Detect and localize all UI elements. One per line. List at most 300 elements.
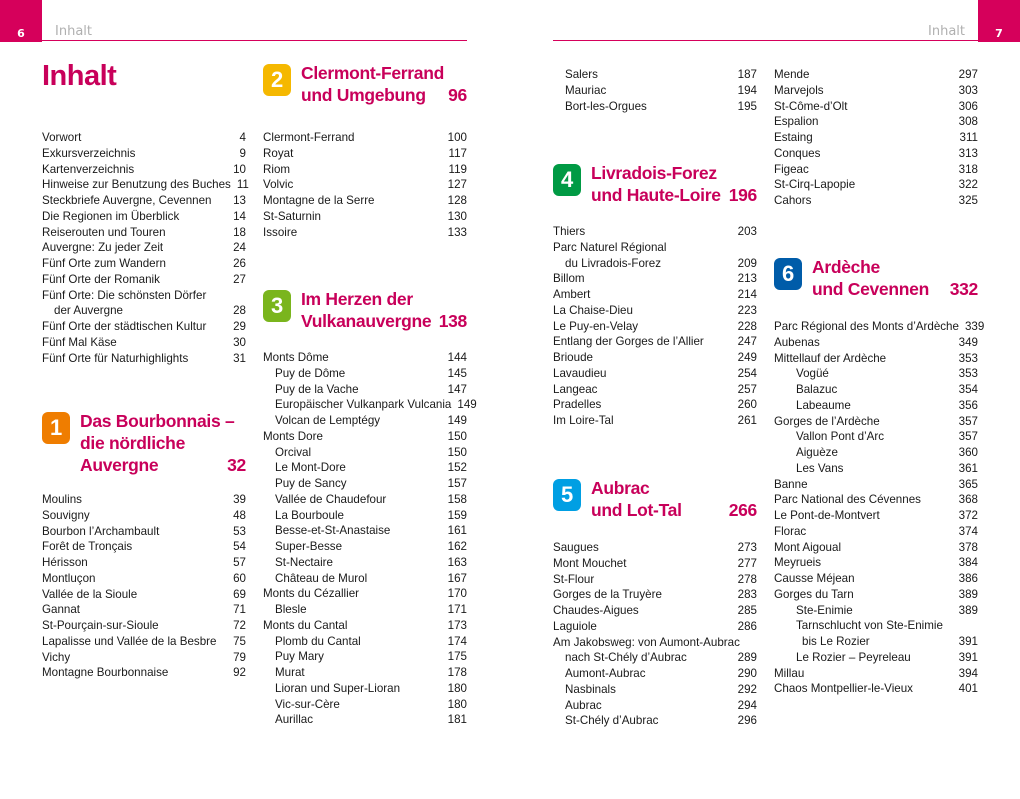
toc-entry-title: Banne (774, 477, 808, 491)
toc-entry-page: 161 (447, 524, 467, 538)
toc-entry-page: 127 (447, 178, 467, 192)
toc-entry (263, 665, 467, 681)
toc-entry-title: St-Pourçain-sur-Sioule (42, 619, 159, 632)
left-page-number: 6 (17, 27, 25, 40)
toc-entry-title: Fünf Orte: Die schönsten Dörfer (42, 288, 207, 302)
toc-entry-page: 75 (233, 634, 246, 648)
toc-entry-page: 180 (447, 697, 467, 711)
toc-entry (42, 225, 246, 241)
toc-entry-page: 203 (737, 225, 757, 238)
toc-entry-title: Aurillac (275, 713, 314, 727)
toc-entry-title: Issoire (263, 225, 298, 239)
toc-entry-page: 277 (737, 556, 757, 570)
toc-entry-page: 69 (233, 587, 246, 601)
section-5-list (553, 540, 757, 729)
toc-entry-title: Reiserouten und Touren (42, 225, 166, 239)
toc-entry-page: 71 (233, 603, 246, 617)
toc-entry (553, 413, 757, 429)
toc-entry-title: Clermont-Ferrand (263, 131, 355, 144)
toc-entry-page: 286 (737, 619, 757, 633)
toc-entry-title: Montagne de la Serre (263, 194, 375, 207)
toc-entry (42, 508, 246, 524)
toc-entry-page: 170 (447, 587, 467, 601)
toc-entry-page: 213 (737, 272, 757, 286)
toc-entry (263, 146, 467, 162)
toc-entry-page: 360 (958, 446, 978, 459)
left-page-number-tab (0, 0, 42, 42)
section-number-badge: 5 (553, 479, 581, 511)
toc-entry (553, 619, 757, 635)
section-4-heading (553, 162, 757, 208)
toc-entry-title: Aumont-Aubrac (565, 667, 646, 680)
toc-entry-title: Fünf Orte für Naturhighlights (42, 351, 189, 365)
toc-entry-title: Monts du Cézallier (263, 587, 360, 601)
toc-entry-page: 325 (958, 194, 978, 207)
toc-entry-page: 167 (447, 571, 467, 585)
toc-entry-page: 249 (737, 351, 757, 364)
toc-entry-page: 187 (737, 68, 757, 81)
toc-entry-title: Die Regionen im Überblick (42, 209, 180, 223)
toc-entry-page: 260 (737, 398, 757, 412)
toc-entry-page: 178 (447, 666, 467, 679)
toc-entry-title: Estaing (774, 131, 813, 144)
toc-entry-title: St-Chély d’Aubrac (565, 714, 659, 728)
toc-entry (774, 445, 978, 461)
toc-entry (42, 634, 246, 650)
toc-entry-title: Bourbon l’Archambault (42, 524, 160, 538)
section-number-badge: 2 (263, 64, 291, 96)
toc-entry-title: Mauriac (565, 83, 607, 97)
toc-entry (553, 650, 757, 666)
toc-entry-page: 180 (447, 681, 467, 695)
toc-entry-title: Brioude (553, 351, 593, 364)
toc-entry (263, 413, 467, 429)
toc-entry-title: bis Le Rozier (802, 635, 870, 648)
toc-entry-title: Vallée de la Sioule (42, 587, 138, 601)
toc-entry (774, 99, 978, 115)
toc-entry (553, 397, 757, 413)
section-page-number: 138 (438, 311, 467, 331)
toc-entry (774, 114, 978, 130)
toc-entry-page: 322 (958, 178, 978, 192)
toc-entry-title: Exkursverzeichnis (42, 146, 136, 160)
toc-entry-title: Aiguèze (796, 446, 838, 459)
toc-entry-title: Monts Dôme (263, 351, 329, 364)
toc-entry-title: Monts du Cantal (263, 618, 348, 632)
toc-entry (774, 618, 978, 634)
toc-entry-page: 401 (958, 682, 978, 696)
right-header-rule (553, 40, 978, 41)
toc-entry-title: Figeac (774, 162, 809, 176)
toc-entry-title: Parc Régional des Monts d’Ardèche (774, 320, 959, 333)
section-number-badge: 1 (42, 412, 70, 444)
section-title-line: Vulkanauvergne (301, 311, 432, 331)
toc-entry-page: 290 (737, 667, 757, 680)
toc-entry-title: Puy de Sancy (275, 477, 347, 490)
toc-entry-page: 48 (233, 508, 246, 522)
toc-entry (263, 350, 467, 366)
toc-entry (263, 712, 467, 728)
toc-entry-title: der Auvergne (54, 304, 123, 318)
toc-entry (774, 603, 978, 619)
toc-entry (42, 571, 246, 587)
toc-entry (263, 571, 467, 587)
toc-entry-page: 39 (233, 493, 246, 506)
toc-entry-title: St-Flour (553, 572, 595, 586)
toc-entry-title: Cahors (774, 194, 812, 207)
section-title (591, 162, 721, 206)
toc-entry (263, 366, 467, 382)
toc-entry-title: Causse Méjean (774, 572, 855, 585)
toc-entry-page: 60 (233, 571, 246, 585)
toc-entry-title: Marvejols (774, 83, 824, 97)
toc-entry-title: Moulins (42, 493, 82, 506)
toc-entry (553, 540, 757, 556)
toc-entry-page: 303 (958, 83, 978, 97)
toc-entry (553, 682, 757, 698)
left-running-header: Inhalt (55, 24, 92, 39)
toc-entry (553, 366, 757, 382)
toc-entry (42, 335, 246, 351)
toc-entry-page (751, 635, 757, 651)
toc-entry-page: 11 (236, 178, 249, 192)
toc-entry-title: Volvic (263, 178, 294, 192)
toc-entry-title: Puy de la Vache (275, 382, 359, 396)
section-title (301, 288, 431, 332)
toc-entry-title: Labeaume (796, 398, 851, 412)
toc-entry (42, 303, 246, 319)
toc-entry (774, 366, 978, 382)
toc-entry-page: 28 (233, 304, 246, 318)
toc-entry (263, 445, 467, 461)
section-title-line: und Umgebung (301, 85, 426, 105)
toc-entry-title: Auvergne: Zu jeder Zeit (42, 241, 164, 255)
toc-entry (553, 572, 757, 588)
toc-entry (42, 319, 246, 335)
toc-entry-page: 149 (447, 414, 467, 427)
toc-entry (774, 162, 978, 178)
toc-entry-page: 128 (447, 194, 467, 207)
toc-entry (774, 508, 978, 524)
toc-entry (42, 162, 246, 178)
toc-entry-title: Puy de Dôme (275, 366, 346, 380)
toc-entry-page: 372 (958, 509, 978, 522)
toc-entry-title: du Livradois-Forez (565, 256, 662, 270)
toc-entry-page: 349 (958, 335, 978, 349)
section-number-badge: 4 (553, 164, 581, 196)
section-6-heading (774, 256, 978, 302)
toc-entry-title: St-Saturnin (263, 209, 321, 223)
toc-entry (553, 287, 757, 303)
section-title-line: Clermont-Ferrand (301, 63, 444, 83)
toc-entry-page: 389 (958, 603, 978, 617)
toc-entry-page: 353 (958, 367, 978, 381)
toc-entry-title: La Chaise-Dieu (553, 303, 633, 317)
section-5-continuation-list (774, 67, 978, 209)
toc-entry-page: 292 (737, 682, 757, 696)
toc-entry-title: Kartenverzeichnis (42, 162, 135, 176)
toc-entry (263, 397, 477, 413)
toc-entry-page: 283 (737, 588, 757, 602)
toc-entry-title: Saugues (553, 541, 599, 554)
toc-entry-page: 152 (447, 461, 467, 475)
toc-entry-title: Aubenas (774, 335, 820, 349)
toc-entry-page: 368 (958, 493, 978, 507)
toc-entry-title: Plomb du Cantal (275, 634, 361, 648)
toc-entry-page: 257 (737, 382, 757, 396)
toc-entry (263, 382, 467, 398)
toc-entry (263, 429, 467, 445)
toc-entry (263, 460, 467, 476)
section-title-line: Ardèche (812, 257, 880, 277)
toc-entry-page: 119 (448, 162, 467, 176)
toc-entry-page: 147 (447, 382, 467, 396)
toc-entry-page: 162 (447, 540, 467, 553)
toc-entry-title: Salers (565, 68, 598, 81)
toc-entry (774, 83, 978, 99)
toc-entry (774, 414, 978, 430)
toc-entry-page: 354 (958, 383, 978, 396)
toc-entry-page: 100 (447, 131, 467, 144)
section-title (591, 477, 682, 521)
toc-entry (553, 224, 757, 240)
toc-entry-page: 296 (737, 714, 757, 728)
toc-entry (263, 193, 467, 209)
toc-entry-page: 144 (447, 351, 467, 364)
toc-entry-page: 26 (233, 257, 246, 270)
toc-entry-page: 158 (447, 492, 467, 506)
toc-entry-page: 353 (958, 351, 978, 365)
toc-entry (553, 635, 757, 651)
toc-entry-title: Steckbriefe Auvergne, Cevennen (42, 194, 212, 207)
toc-entry-title: Mont Mouchet (553, 556, 627, 570)
toc-entry (553, 303, 757, 319)
toc-entry-page: 4 (239, 131, 246, 144)
toc-entry (42, 665, 246, 681)
toc-entry (553, 67, 757, 83)
toc-entry-page: 145 (447, 366, 467, 380)
toc-entry-title: Aubrac (565, 698, 602, 712)
toc-entry-title: Ste-Enimie (796, 603, 853, 617)
toc-entry-page: 261 (737, 414, 757, 427)
toc-entry (553, 556, 757, 572)
toc-entry (263, 492, 467, 508)
toc-entry (553, 83, 757, 99)
toc-entry-title: Fünf Orte der städtischen Kultur (42, 320, 207, 333)
toc-entry (774, 666, 978, 682)
toc-entry-page: 294 (737, 698, 757, 712)
toc-entry-title: Monts Dore (263, 429, 323, 443)
toc-entry (42, 130, 246, 146)
toc-entry-title: Vorwort (42, 131, 82, 144)
toc-entry-page: 10 (233, 162, 246, 176)
toc-entry-page: 297 (958, 68, 978, 81)
toc-entry-title: Montluçon (42, 571, 96, 585)
toc-entry-page: 72 (233, 619, 246, 632)
toc-entry-title: Souvigny (42, 508, 90, 522)
toc-entry-title: Fünf Orte der Romanik (42, 272, 160, 286)
toc-entry-page: 365 (958, 477, 978, 491)
toc-entry (774, 477, 978, 493)
section-1-heading (42, 410, 246, 476)
toc-entry-title: Florac (774, 524, 807, 538)
toc-entry-title: St-Côme-d’Olt (774, 99, 848, 113)
toc-entry-title: Puy Mary (275, 650, 324, 664)
toc-entry-page: 357 (958, 430, 978, 444)
general-list (42, 130, 249, 366)
section-title-line: die nördliche (80, 433, 186, 453)
toc-entry (774, 335, 978, 351)
section-1-list (42, 492, 246, 681)
toc-entry (774, 634, 978, 650)
toc-entry-page: 130 (447, 209, 467, 223)
toc-entry-title: Chaos Montpellier-le-Vieux (774, 682, 913, 696)
toc-entry (774, 650, 978, 666)
toc-entry-title: Meyrueis (774, 556, 822, 570)
toc-entry (774, 319, 985, 335)
toc-entry-title: Gorges du Tarn (774, 587, 854, 601)
section-page-number: 266 (728, 500, 757, 520)
toc-entry-title: Les Vans (796, 461, 844, 475)
section-title-line: und Lot-Tal (591, 500, 682, 520)
toc-entry-page (751, 240, 757, 256)
toc-entry-page: 54 (233, 540, 246, 554)
toc-entry-page: 313 (958, 146, 978, 160)
toc-entry-page: 194 (737, 83, 757, 97)
toc-entry-page: 289 (737, 651, 757, 665)
toc-entry (553, 334, 757, 350)
toc-entry-title: Mende (774, 68, 810, 81)
section-title (80, 410, 234, 476)
toc-entry (42, 256, 246, 272)
section-6-list (774, 319, 985, 697)
section-number-badge: 6 (774, 258, 802, 290)
toc-entry-title: Mittellauf der Ardèche (774, 351, 887, 365)
toc-entry (42, 650, 246, 666)
toc-entry-page: 79 (233, 650, 246, 664)
toc-entry-page: 357 (958, 414, 978, 428)
toc-entry (553, 603, 757, 619)
toc-entry-page: 311 (959, 131, 978, 144)
toc-entry-page: 356 (958, 398, 978, 412)
toc-entry-page: 209 (737, 256, 757, 270)
toc-entry-title: Hérisson (42, 556, 88, 569)
toc-entry-title: Royat (263, 146, 294, 160)
toc-entry-page: 308 (958, 115, 978, 129)
toc-entry (774, 461, 978, 477)
left-header-rule (42, 40, 467, 41)
toc-entry (553, 713, 757, 729)
toc-entry-title: Lioran und Super-Lioran (275, 681, 401, 695)
toc-entry-page: 9 (239, 146, 246, 160)
section-number-badge: 3 (263, 290, 291, 322)
toc-entry (774, 351, 978, 367)
toc-entry-page: 163 (447, 555, 467, 569)
toc-entry (774, 540, 978, 556)
section-5-heading (553, 477, 757, 523)
toc-entry-title: Blesle (275, 603, 307, 616)
toc-entry (42, 492, 246, 508)
toc-entry (42, 272, 246, 288)
toc-entry-page: 57 (233, 556, 246, 569)
toc-entry (263, 209, 467, 225)
toc-entry-page: 285 (737, 604, 757, 617)
toc-entry-title: Château de Murol (275, 571, 368, 585)
toc-entry-page: 53 (233, 524, 246, 538)
toc-entry (263, 681, 467, 697)
toc-entry (774, 492, 978, 508)
section-page-number: 332 (949, 279, 978, 299)
toc-entry (774, 524, 978, 540)
toc-entry-page: 247 (737, 335, 757, 349)
toc-entry (263, 225, 467, 241)
toc-entry-title: Le Pont-de-Montvert (774, 509, 880, 522)
toc-entry (774, 146, 978, 162)
toc-entry-title: St-Nectaire (275, 555, 333, 569)
right-page-number: 7 (995, 27, 1003, 40)
toc-entry-title: Mont Aigoual (774, 540, 842, 554)
toc-entry-title: Nasbinals (565, 682, 616, 696)
toc-entry-title: Am Jakobsweg: von Aumont-Aubrac (553, 635, 740, 649)
toc-entry (553, 319, 757, 335)
section-title-line: Im Herzen der (301, 289, 413, 309)
toc-entry (774, 67, 978, 83)
toc-entry-title: Le Mont-Dore (275, 461, 346, 475)
toc-entry-title: Tarnschlucht von Ste-Enimie (796, 619, 943, 633)
toc-entry-page: 384 (958, 556, 978, 570)
toc-entry-title: Forêt de Tronçais (42, 540, 133, 554)
toc-entry-page: 31 (233, 351, 246, 365)
toc-entry-title: Parc Naturel Régional (553, 240, 667, 254)
toc-entry-page (240, 288, 246, 304)
toc-entry-page: 157 (447, 477, 467, 490)
section-page-number: 196 (728, 185, 757, 205)
toc-entry (263, 162, 467, 178)
section-title-line: und Haute-Loire (591, 185, 721, 205)
toc-entry-title: Lavaudieu (553, 366, 607, 380)
section-page-number: 96 (448, 85, 467, 105)
toc-entry-page: 254 (737, 366, 757, 380)
toc-entry (263, 523, 467, 539)
toc-entry-page: 391 (958, 650, 978, 664)
toc-entry-title: Laguiole (553, 619, 597, 633)
toc-entry-title: Fünf Mal Käse (42, 335, 117, 349)
toc-entry-title: Volcan de Lemptégy (275, 414, 381, 427)
section-title-line: und Cevennen (812, 279, 929, 299)
toc-entry-title: Le Rozier – Peyreleau (796, 650, 911, 664)
toc-entry-page: 361 (958, 461, 978, 475)
toc-entry (553, 382, 757, 398)
toc-entry-page: 149 (457, 398, 477, 412)
toc-entry-title: Gannat (42, 603, 81, 617)
toc-entry-page: 24 (233, 241, 246, 255)
toc-entry (774, 429, 978, 445)
toc-entry-title: St-Cirq-Lapopie (774, 178, 856, 192)
toc-entry-page: 273 (737, 541, 757, 554)
toc-entry-title: Espalion (774, 115, 819, 129)
toc-entry (42, 618, 246, 634)
toc-entry-page: 378 (958, 540, 978, 554)
toc-entry (774, 681, 978, 697)
toc-entry-page: 173 (447, 618, 467, 632)
toc-entry-title: Chaudes-Aigues (553, 604, 639, 617)
toc-entry-title: Hinweise zur Benutzung des Buches (42, 178, 231, 192)
toc-entry-page: 159 (447, 508, 467, 522)
toc-entry (42, 587, 246, 603)
section-2-list (263, 130, 467, 240)
toc-entry-title: Bort-les-Orgues (565, 99, 647, 113)
toc-entry (553, 698, 757, 714)
